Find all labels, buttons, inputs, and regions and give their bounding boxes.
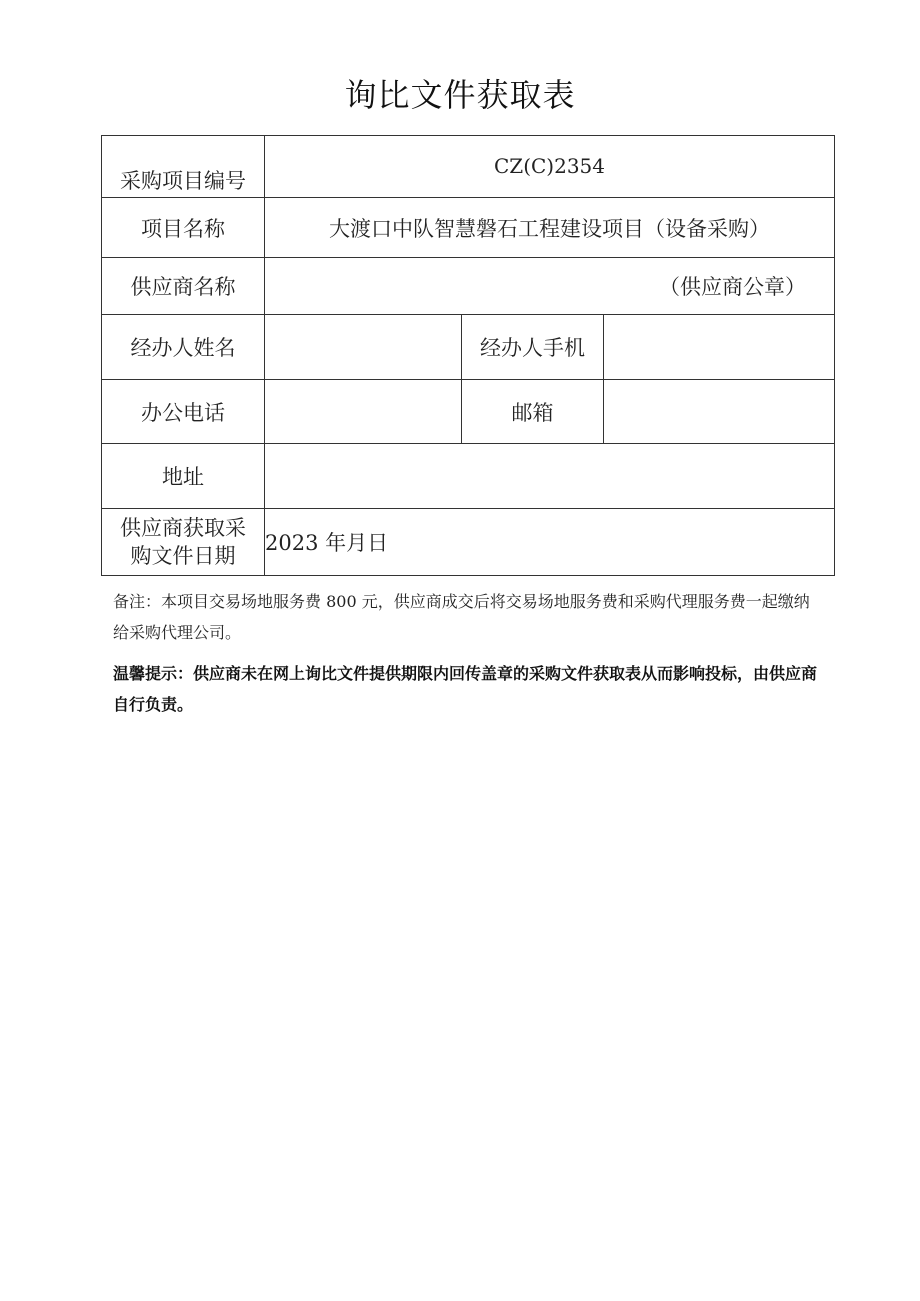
warm-tip-text: 温馨提示：供应商未在网上询比文件提供期限内回传盖章的采购文件获取表从而影响投标，由供应商自行负责。 <box>113 664 818 714</box>
obtain-date-value[interactable]: 2023 年月日 <box>265 509 835 576</box>
office-phone-value[interactable] <box>265 380 462 444</box>
project-code-value[interactable]: CZ(C)2354 <box>265 136 835 198</box>
table-row-supplier-name <box>102 258 835 315</box>
email-label: 邮箱 <box>462 380 604 444</box>
table-row-address <box>102 444 835 509</box>
table-row-phone-email <box>102 380 835 444</box>
project-name-value[interactable]: 大渡口中队智慧磐石工程建设项目（设备采购） <box>265 198 835 258</box>
table-row-handler <box>102 315 835 380</box>
acquisition-form-table <box>101 135 835 576</box>
obtain-date-label-line2: 购文件日期 <box>130 544 236 568</box>
email-value[interactable] <box>604 380 835 444</box>
handler-name-value[interactable] <box>265 315 462 380</box>
table-row-project-code <box>102 136 835 198</box>
office-phone-label: 办公电话 <box>102 380 265 444</box>
handler-mobile-label: 经办人手机 <box>462 315 604 380</box>
handler-name-label: 经办人姓名 <box>102 315 265 380</box>
obtain-date-label <box>102 509 265 576</box>
handler-mobile-value[interactable] <box>604 315 835 380</box>
notes-text: 备注：本项目交易场地服务费 800 元，供应商成交后将交易场地服务费和采购代理服务费一起缴纳给采购代理公司。 <box>113 592 810 642</box>
supplier-name-value[interactable]: （供应商公章） <box>265 258 835 315</box>
address-value[interactable] <box>265 444 835 509</box>
project-code-label: 采购项目编号 <box>102 136 265 198</box>
page-title: 询比文件获取表 <box>344 76 576 114</box>
project-name-label: 项目名称 <box>102 198 265 258</box>
table-row-obtain-date <box>102 509 835 576</box>
supplier-name-label: 供应商名称 <box>102 258 265 315</box>
obtain-date-label-line1: 供应商获取采 <box>120 516 246 540</box>
address-label: 地址 <box>102 444 265 509</box>
table-row-project-name <box>102 198 835 258</box>
